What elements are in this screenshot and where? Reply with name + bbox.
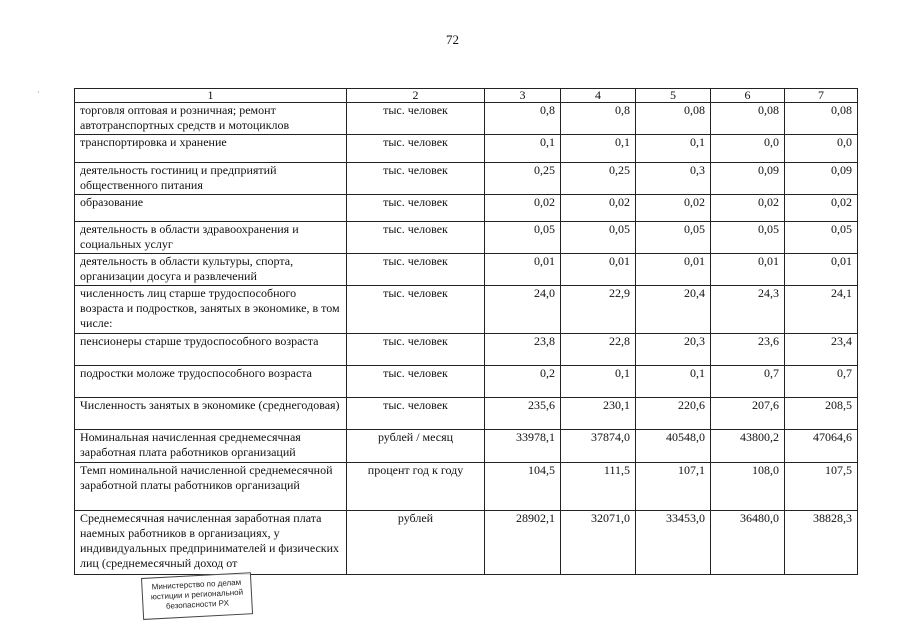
row-value: 0,1 bbox=[485, 135, 561, 163]
row-value: 20,4 bbox=[636, 286, 711, 334]
table-row bbox=[75, 254, 858, 286]
row-unit: тыс. человек bbox=[347, 103, 485, 135]
row-value: 0,7 bbox=[711, 366, 785, 398]
row-value: 22,8 bbox=[561, 334, 636, 366]
row-value: 0,1 bbox=[636, 135, 711, 163]
page-number: 72 bbox=[446, 32, 459, 47]
row-value: 0,05 bbox=[485, 222, 561, 254]
row-value: 0,8 bbox=[485, 103, 561, 135]
row-value: 0,05 bbox=[785, 222, 858, 254]
row-unit: тыс. человек bbox=[347, 366, 485, 398]
row-name: транспортировка и хранение bbox=[75, 135, 347, 163]
row-name: торговля оптовая и розничная; ремонт автотранспортных средств и мотоциклов bbox=[75, 103, 347, 135]
row-value: 40548,0 bbox=[636, 430, 711, 463]
row-value: 0,02 bbox=[561, 195, 636, 222]
row-unit: тыс. человек bbox=[347, 254, 485, 286]
table-row bbox=[75, 222, 858, 254]
row-value: 0,1 bbox=[561, 135, 636, 163]
row-value: 0,1 bbox=[561, 366, 636, 398]
row-name: деятельность в области здравоохранения и социальных услуг bbox=[75, 222, 347, 254]
table-row bbox=[75, 334, 858, 366]
row-value: 220,6 bbox=[636, 398, 711, 430]
row-unit: рублей bbox=[347, 511, 485, 575]
table-row bbox=[75, 398, 858, 430]
row-value: 33453,0 bbox=[636, 511, 711, 575]
table-row bbox=[75, 195, 858, 222]
row-value: 0,09 bbox=[785, 163, 858, 195]
row-value: 43800,2 bbox=[711, 430, 785, 463]
row-value: 111,5 bbox=[561, 463, 636, 511]
row-name: деятельность гостиниц и предприятий общественного питания bbox=[75, 163, 347, 195]
table-row bbox=[75, 286, 858, 334]
row-value: 23,8 bbox=[485, 334, 561, 366]
row-value: 0,8 bbox=[561, 103, 636, 135]
row-value: 107,5 bbox=[785, 463, 858, 511]
row-unit: тыс. человек bbox=[347, 222, 485, 254]
row-name: деятельность в области культуры, спорта, организации досуга и развлечений bbox=[75, 254, 347, 286]
row-value: 24,1 bbox=[785, 286, 858, 334]
table-row bbox=[75, 430, 858, 463]
header-col-5: 5 bbox=[636, 89, 711, 103]
row-value: 0,05 bbox=[636, 222, 711, 254]
row-value: 24,0 bbox=[485, 286, 561, 334]
row-value: 23,6 bbox=[711, 334, 785, 366]
stamp-line: безопасности РХ bbox=[165, 598, 230, 611]
margin-mark: · bbox=[37, 88, 40, 97]
row-name: пенсионеры старше трудоспособного возраста bbox=[75, 334, 347, 366]
row-unit: тыс. человек bbox=[347, 398, 485, 430]
row-value: 22,9 bbox=[561, 286, 636, 334]
row-value: 0,2 bbox=[485, 366, 561, 398]
row-value: 0,01 bbox=[485, 254, 561, 286]
table-row bbox=[75, 135, 858, 163]
row-value: 0,0 bbox=[711, 135, 785, 163]
row-value: 207,6 bbox=[711, 398, 785, 430]
row-value: 0,0 bbox=[785, 135, 858, 163]
row-value: 0,08 bbox=[785, 103, 858, 135]
header-col-1: 1 bbox=[75, 89, 347, 103]
row-value: 107,1 bbox=[636, 463, 711, 511]
row-value: 104,5 bbox=[485, 463, 561, 511]
row-value: 235,6 bbox=[485, 398, 561, 430]
ministry-stamp bbox=[141, 572, 253, 620]
row-value: 230,1 bbox=[561, 398, 636, 430]
row-value: 0,3 bbox=[636, 163, 711, 195]
row-name: численность лиц старше трудоспособного возраста и подростков, занятых в экономике, в том числе: bbox=[75, 286, 347, 334]
row-value: 0,02 bbox=[785, 195, 858, 222]
row-value: 0,02 bbox=[485, 195, 561, 222]
header-col-7: 7 bbox=[785, 89, 858, 103]
row-name: образование bbox=[75, 195, 347, 222]
row-value: 0,08 bbox=[711, 103, 785, 135]
row-value: 0,01 bbox=[785, 254, 858, 286]
row-value: 38828,3 bbox=[785, 511, 858, 575]
row-value: 0,01 bbox=[711, 254, 785, 286]
row-value: 24,3 bbox=[711, 286, 785, 334]
row-unit: тыс. человек bbox=[347, 135, 485, 163]
table-row bbox=[75, 103, 858, 135]
row-value: 0,1 bbox=[636, 366, 711, 398]
row-unit: тыс. человек bbox=[347, 163, 485, 195]
row-value: 37874,0 bbox=[561, 430, 636, 463]
header-col-2: 2 bbox=[347, 89, 485, 103]
header-col-4: 4 bbox=[561, 89, 636, 103]
row-value: 0,25 bbox=[561, 163, 636, 195]
header-col-3: 3 bbox=[485, 89, 561, 103]
row-value: 0,02 bbox=[636, 195, 711, 222]
header-row bbox=[75, 89, 858, 103]
row-name: подростки моложе трудоспособного возраста bbox=[75, 366, 347, 398]
table-row bbox=[75, 163, 858, 195]
row-value: 0,25 bbox=[485, 163, 561, 195]
row-name: Численность занятых в экономике (среднегодовая) bbox=[75, 398, 347, 430]
row-value: 0,7 bbox=[785, 366, 858, 398]
row-unit: процент год к году bbox=[347, 463, 485, 511]
row-value: 23,4 bbox=[785, 334, 858, 366]
row-unit: тыс. человек bbox=[347, 334, 485, 366]
table-row bbox=[75, 366, 858, 398]
row-name: Темп номинальной начисленной среднемесячной заработной платы работников организаций bbox=[75, 463, 347, 511]
row-value: 32071,0 bbox=[561, 511, 636, 575]
row-unit: тыс. человек bbox=[347, 286, 485, 334]
row-value: 0,05 bbox=[561, 222, 636, 254]
row-value: 33978,1 bbox=[485, 430, 561, 463]
row-value: 0,08 bbox=[636, 103, 711, 135]
row-name: Номинальная начисленная среднемесячная заработная плата работников организаций bbox=[75, 430, 347, 463]
row-value: 0,01 bbox=[561, 254, 636, 286]
row-value: 28902,1 bbox=[485, 511, 561, 575]
row-value: 0,09 bbox=[711, 163, 785, 195]
stamp-line: Министерство по делам bbox=[151, 577, 242, 592]
row-value: 0,01 bbox=[636, 254, 711, 286]
row-value: 47064,6 bbox=[785, 430, 858, 463]
row-value: 36480,0 bbox=[711, 511, 785, 575]
header-col-6: 6 bbox=[711, 89, 785, 103]
row-value: 20,3 bbox=[636, 334, 711, 366]
stamp-line: юстиции и региональной bbox=[150, 587, 244, 602]
row-unit: тыс. человек bbox=[347, 195, 485, 222]
row-value: 0,05 bbox=[711, 222, 785, 254]
table-row bbox=[75, 511, 858, 575]
row-value: 208,5 bbox=[785, 398, 858, 430]
row-unit: рублей / месяц bbox=[347, 430, 485, 463]
statistics-table bbox=[74, 88, 858, 575]
table-row bbox=[75, 463, 858, 511]
row-value: 0,02 bbox=[711, 195, 785, 222]
row-name: Среднемесячная начисленная заработная плата наемных работников в организациях, у индивидуальных предпринимателей и физических лиц (среднемесячный доход от bbox=[75, 511, 347, 575]
row-value: 108,0 bbox=[711, 463, 785, 511]
